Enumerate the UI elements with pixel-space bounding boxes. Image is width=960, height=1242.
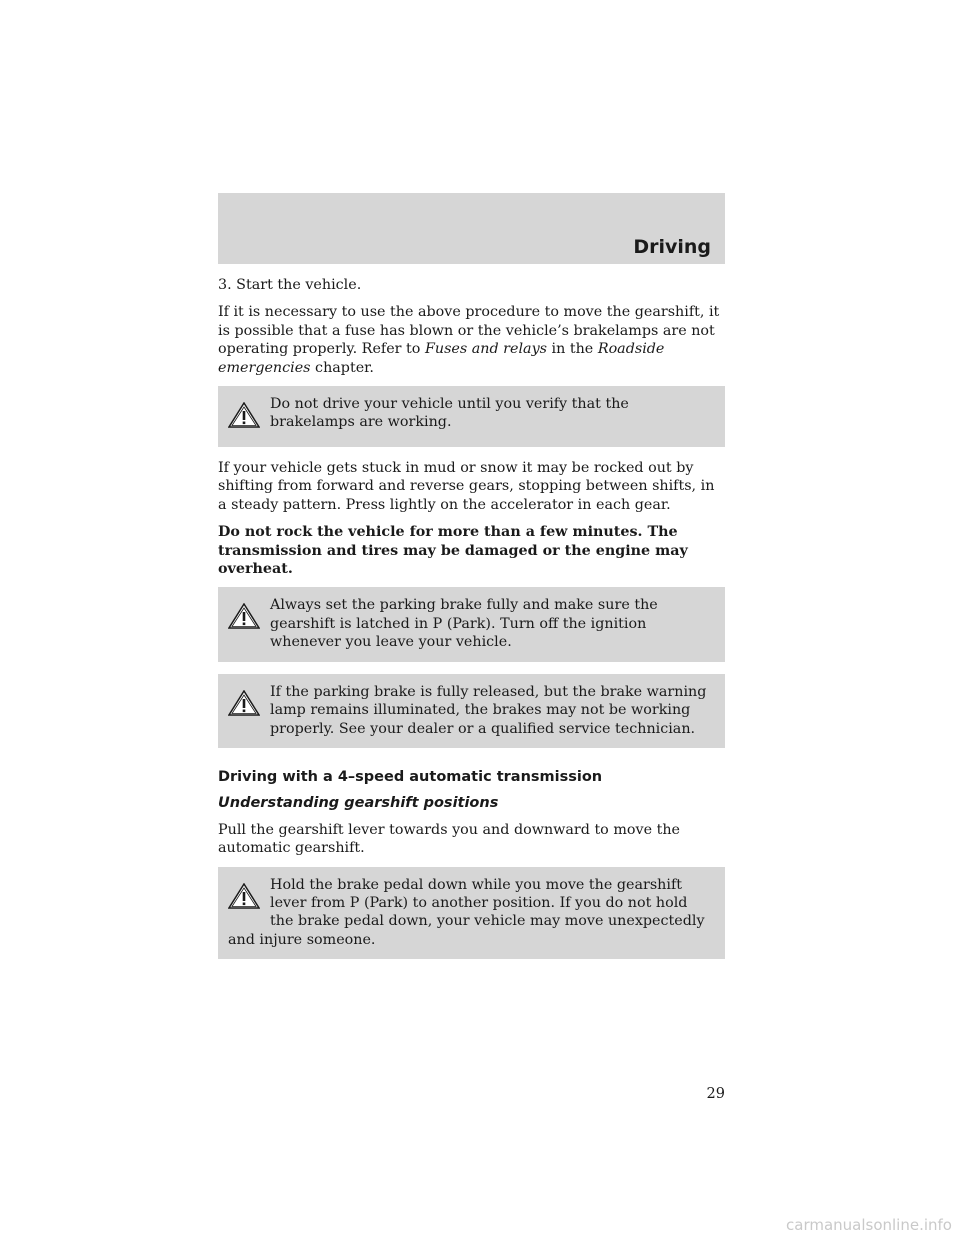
- warning-triangle-icon: [228, 690, 260, 716]
- warning-box-brake-lamp: [218, 674, 725, 748]
- page-number: 29: [706, 1086, 725, 1102]
- rocking-paragraph: If your vehicle gets stuck in mud or snow it may be rocked out by shifting from forward and reverse gears, stopping between shifts, in a steady pattern. Press lightly on the accelerator in each gear.: [218, 460, 715, 513]
- chapter-header-band: [218, 193, 725, 264]
- chapter-title: Driving: [633, 236, 711, 258]
- warning-box-parking-brake: [218, 587, 725, 661]
- roadside-emergencies-ref: Roadside emergencies: [218, 341, 665, 376]
- watermark: carmanualsonline.info: [786, 1216, 952, 1234]
- paragraph-text: chapter.: [310, 359, 374, 376]
- section-heading: Driving with a 4–speed automatic transmission: [218, 768, 603, 785]
- paragraph-text: in the: [546, 341, 598, 358]
- gearshift-paragraph: Pull the gearshift lever towards you and downward to move the automatic gearshift.: [218, 821, 680, 857]
- paragraph-text: If it is necessary to use the above procedure to move the gearshift, it is possible that a fuse has blown or the vehicle’s brakelamps are not operating properly. Refer to: [218, 304, 720, 358]
- page-content: [218, 276, 725, 971]
- warning-triangle-icon: [228, 883, 260, 909]
- warning-box-brake-pedal: [218, 867, 725, 960]
- gearshift-fuse-paragraph: [218, 303, 725, 377]
- warning-text: If the parking brake is fully released, but the brake warning lamp remains illuminated, the brakes may not be working properly. See your dealer or a qualified service technician.: [270, 683, 707, 737]
- warning-triangle-icon: [228, 603, 260, 629]
- warning-triangle-icon: [228, 402, 260, 428]
- rocking-caution: Do not rock the vehicle for more than a few minutes. The transmission and tires may be damaged or the engine may overheat.: [218, 524, 688, 578]
- warning-text: Do not drive your vehicle until you verify that the brakelamps are working.: [270, 396, 629, 431]
- fuses-relays-ref: Fuses and relays: [424, 341, 547, 358]
- step-3: 3. Start the vehicle.: [218, 277, 362, 293]
- warning-text: Hold the brake pedal down while you move the gearshift lever from P (Park) to another position. If you do not hold the brake pedal down, your vehicle may move unexpectedly and injure someone.: [228, 876, 705, 948]
- warning-text: Always set the parking brake fully and make sure the gearshift is latched in P (Park). Turn off the ignition whenever you leave your vehicle.: [270, 597, 658, 651]
- warning-box-brakelamps: [218, 386, 725, 447]
- subsection-heading: Understanding gearshift positions: [218, 795, 499, 812]
